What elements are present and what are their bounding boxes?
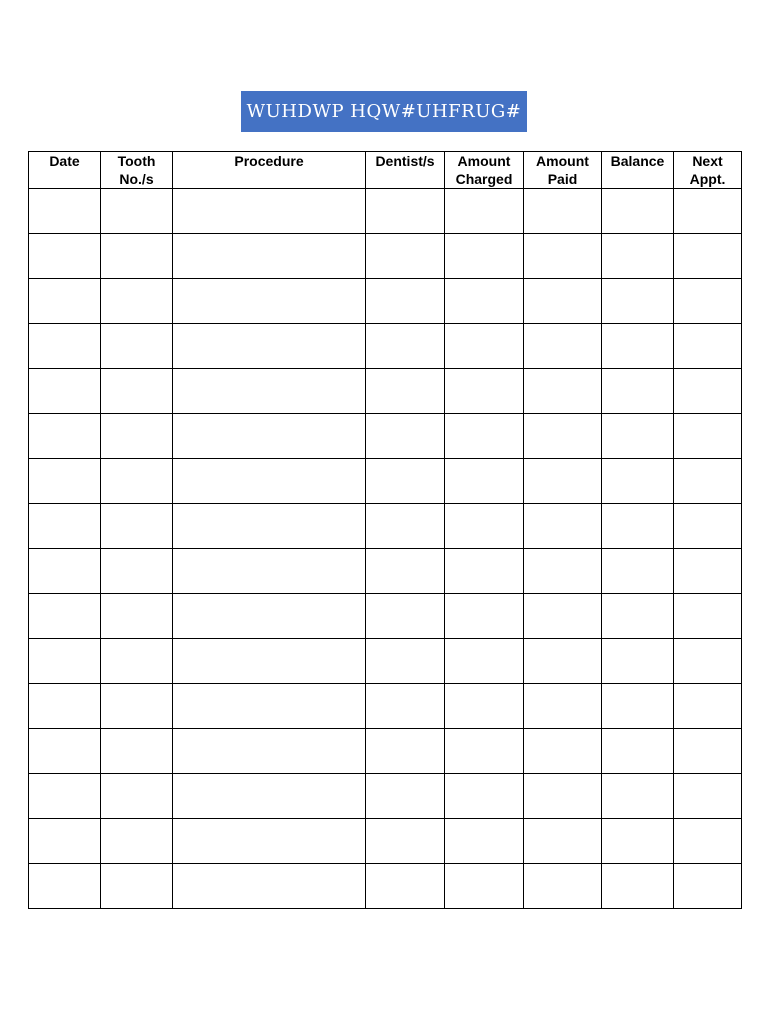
cell-next-appt[interactable] — [674, 189, 742, 234]
table-row — [29, 594, 742, 639]
cell-procedure[interactable] — [173, 504, 366, 549]
cell-procedure[interactable] — [173, 639, 366, 684]
cell-date[interactable] — [29, 729, 101, 774]
cell-balance[interactable] — [602, 369, 674, 414]
cell-amount-charged[interactable] — [445, 864, 524, 909]
cell-procedure[interactable] — [173, 594, 366, 639]
column-header-procedure: Procedure — [173, 152, 366, 189]
cell-amount-charged[interactable] — [445, 819, 524, 864]
cell-tooth-no[interactable] — [101, 279, 173, 324]
cell-procedure[interactable] — [173, 819, 366, 864]
cell-amount-charged[interactable] — [445, 279, 524, 324]
cell-tooth-no[interactable] — [101, 324, 173, 369]
cell-next-appt[interactable] — [674, 369, 742, 414]
column-header-dentist: Dentist/s — [366, 152, 445, 189]
cell-tooth-no[interactable] — [101, 819, 173, 864]
cell-amount-paid[interactable] — [524, 864, 602, 909]
cell-tooth-no[interactable] — [101, 774, 173, 819]
cell-balance[interactable] — [602, 459, 674, 504]
cell-procedure[interactable] — [173, 324, 366, 369]
cell-amount-paid[interactable] — [524, 639, 602, 684]
cell-amount-charged[interactable] — [445, 189, 524, 234]
cell-date[interactable] — [29, 414, 101, 459]
cell-amount-paid[interactable] — [524, 324, 602, 369]
cell-next-appt[interactable] — [674, 864, 742, 909]
table-row — [29, 189, 742, 234]
cell-dentist[interactable] — [366, 234, 445, 279]
cell-amount-charged[interactable] — [445, 684, 524, 729]
cell-amount-charged[interactable] — [445, 414, 524, 459]
cell-amount-paid[interactable] — [524, 279, 602, 324]
table-row — [29, 234, 742, 279]
cell-balance[interactable] — [602, 729, 674, 774]
cell-procedure[interactable] — [173, 459, 366, 504]
cell-dentist[interactable] — [366, 774, 445, 819]
table-row — [29, 414, 742, 459]
cell-date[interactable] — [29, 639, 101, 684]
cell-date[interactable] — [29, 369, 101, 414]
cell-dentist[interactable] — [366, 369, 445, 414]
cell-date[interactable] — [29, 819, 101, 864]
cell-dentist[interactable] — [366, 459, 445, 504]
cell-dentist[interactable] — [366, 504, 445, 549]
cell-balance[interactable] — [602, 774, 674, 819]
cell-date[interactable] — [29, 684, 101, 729]
cell-amount-paid[interactable] — [524, 729, 602, 774]
cell-procedure[interactable] — [173, 234, 366, 279]
cell-amount-charged[interactable] — [445, 504, 524, 549]
cell-balance[interactable] — [602, 189, 674, 234]
cell-procedure[interactable] — [173, 549, 366, 594]
cell-next-appt[interactable] — [674, 234, 742, 279]
cell-amount-paid[interactable] — [524, 684, 602, 729]
cell-amount-charged[interactable] — [445, 774, 524, 819]
cell-balance[interactable] — [602, 324, 674, 369]
cell-procedure[interactable] — [173, 279, 366, 324]
cell-dentist[interactable] — [366, 819, 445, 864]
cell-amount-paid[interactable] — [524, 414, 602, 459]
table-row — [29, 279, 742, 324]
cell-tooth-no[interactable] — [101, 594, 173, 639]
cell-balance[interactable] — [602, 549, 674, 594]
cell-amount-paid[interactable] — [524, 189, 602, 234]
cell-dentist[interactable] — [366, 594, 445, 639]
cell-tooth-no[interactable] — [101, 504, 173, 549]
cell-amount-charged[interactable] — [445, 324, 524, 369]
cell-date[interactable] — [29, 774, 101, 819]
cell-next-appt[interactable] — [674, 639, 742, 684]
cell-amount-charged[interactable] — [445, 234, 524, 279]
cell-next-appt[interactable] — [674, 279, 742, 324]
title-banner — [241, 91, 527, 132]
cell-next-appt[interactable] — [674, 594, 742, 639]
cell-tooth-no[interactable] — [101, 369, 173, 414]
cell-date[interactable] — [29, 864, 101, 909]
cell-tooth-no[interactable] — [101, 864, 173, 909]
cell-procedure[interactable] — [173, 414, 366, 459]
column-header-next-appt: Next Appt. — [674, 152, 742, 189]
cell-tooth-no[interactable] — [101, 234, 173, 279]
table-row — [29, 729, 742, 774]
cell-date[interactable] — [29, 189, 101, 234]
cell-dentist[interactable] — [366, 279, 445, 324]
cell-tooth-no[interactable] — [101, 459, 173, 504]
cell-date[interactable] — [29, 324, 101, 369]
cell-balance[interactable] — [602, 504, 674, 549]
table-row — [29, 639, 742, 684]
cell-date[interactable] — [29, 234, 101, 279]
cell-procedure[interactable] — [173, 774, 366, 819]
cell-amount-charged[interactable] — [445, 549, 524, 594]
cell-amount-paid[interactable] — [524, 594, 602, 639]
cell-date[interactable] — [29, 594, 101, 639]
cell-amount-paid[interactable] — [524, 459, 602, 504]
cell-amount-paid[interactable] — [524, 234, 602, 279]
cell-next-appt[interactable] — [674, 549, 742, 594]
page-title: WUHDWP HQW#UHFRUG# — [246, 101, 522, 122]
cell-amount-paid[interactable] — [524, 774, 602, 819]
treatment-record-table — [28, 151, 742, 909]
cell-amount-charged[interactable] — [445, 639, 524, 684]
cell-amount-charged[interactable] — [445, 729, 524, 774]
cell-amount-charged[interactable] — [445, 459, 524, 504]
cell-next-appt[interactable] — [674, 729, 742, 774]
cell-next-appt[interactable] — [674, 504, 742, 549]
cell-dentist[interactable] — [366, 864, 445, 909]
cell-amount-paid[interactable] — [524, 819, 602, 864]
cell-balance[interactable] — [602, 414, 674, 459]
cell-next-appt[interactable] — [674, 819, 742, 864]
cell-date[interactable] — [29, 549, 101, 594]
cell-amount-charged[interactable] — [445, 369, 524, 414]
table-row — [29, 369, 742, 414]
column-header-amount-paid: Amount Paid — [524, 152, 602, 189]
cell-dentist[interactable] — [366, 549, 445, 594]
cell-amount-paid[interactable] — [524, 549, 602, 594]
cell-procedure[interactable] — [173, 369, 366, 414]
cell-next-appt[interactable] — [674, 684, 742, 729]
cell-date[interactable] — [29, 279, 101, 324]
cell-next-appt[interactable] — [674, 459, 742, 504]
cell-balance[interactable] — [602, 819, 674, 864]
column-header-balance: Balance — [602, 152, 674, 189]
cell-balance[interactable] — [602, 639, 674, 684]
cell-procedure[interactable] — [173, 684, 366, 729]
table-body — [29, 189, 742, 909]
cell-tooth-no[interactable] — [101, 549, 173, 594]
cell-next-appt[interactable] — [674, 774, 742, 819]
cell-dentist[interactable] — [366, 324, 445, 369]
cell-tooth-no[interactable] — [101, 189, 173, 234]
table-row — [29, 819, 742, 864]
cell-balance[interactable] — [602, 234, 674, 279]
cell-tooth-no[interactable] — [101, 729, 173, 774]
column-header-tooth-no: Tooth No./s — [101, 152, 173, 189]
cell-procedure[interactable] — [173, 189, 366, 234]
cell-dentist[interactable] — [366, 189, 445, 234]
cell-next-appt[interactable] — [674, 324, 742, 369]
table-row — [29, 504, 742, 549]
table-row — [29, 459, 742, 504]
cell-dentist[interactable] — [366, 684, 445, 729]
table-row — [29, 324, 742, 369]
table-row — [29, 864, 742, 909]
header-row — [29, 152, 742, 189]
cell-next-appt[interactable] — [674, 414, 742, 459]
table-row — [29, 774, 742, 819]
cell-tooth-no[interactable] — [101, 414, 173, 459]
cell-dentist[interactable] — [366, 729, 445, 774]
table-row — [29, 684, 742, 729]
cell-dentist[interactable] — [366, 414, 445, 459]
cell-amount-paid[interactable] — [524, 504, 602, 549]
cell-procedure[interactable] — [173, 864, 366, 909]
table-row — [29, 549, 742, 594]
cell-balance[interactable] — [602, 594, 674, 639]
cell-date[interactable] — [29, 459, 101, 504]
cell-balance[interactable] — [602, 684, 674, 729]
cell-balance[interactable] — [602, 279, 674, 324]
cell-procedure[interactable] — [173, 729, 366, 774]
cell-tooth-no[interactable] — [101, 684, 173, 729]
column-header-amount-charged: Amount Charged — [445, 152, 524, 189]
cell-dentist[interactable] — [366, 639, 445, 684]
cell-amount-paid[interactable] — [524, 369, 602, 414]
cell-tooth-no[interactable] — [101, 639, 173, 684]
cell-amount-charged[interactable] — [445, 594, 524, 639]
column-header-date: Date — [29, 152, 101, 189]
cell-balance[interactable] — [602, 864, 674, 909]
cell-date[interactable] — [29, 504, 101, 549]
